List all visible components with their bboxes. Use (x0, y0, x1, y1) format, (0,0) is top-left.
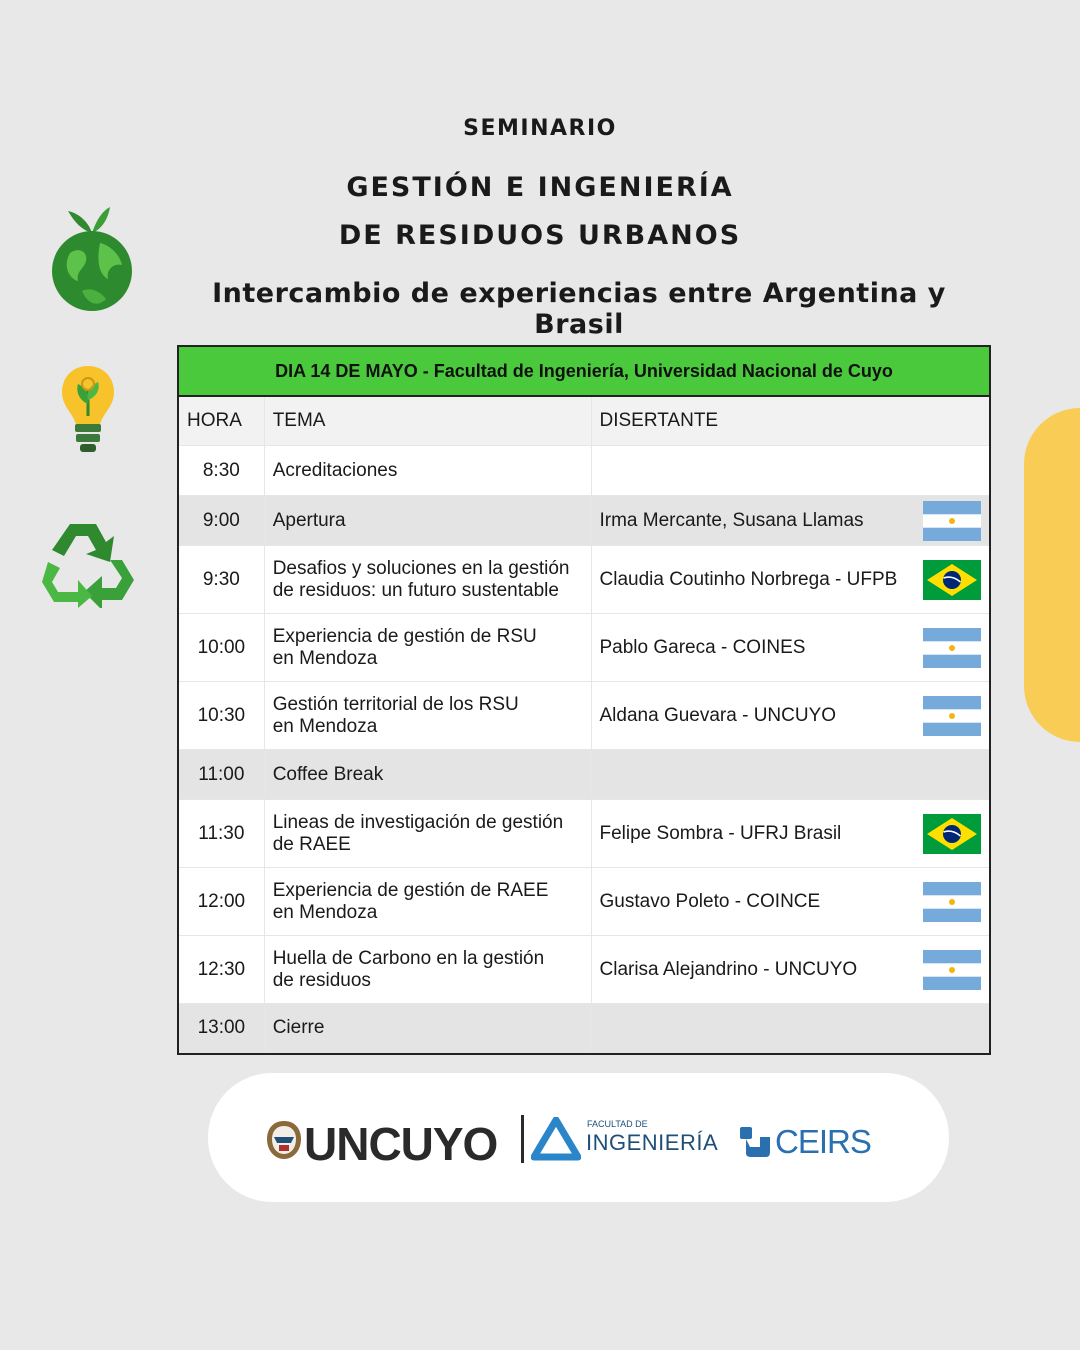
lightbulb-plant-icon (58, 364, 118, 456)
row-topic-line1: Acreditaciones (272, 459, 398, 481)
row-speaker (591, 446, 990, 496)
column-header-disertante: DISERTANTE (591, 396, 990, 446)
schedule-row (178, 936, 990, 1004)
schedule-row (178, 446, 990, 496)
event-subtitle: Intercambio de experiencias entre Argentina y Brasil (212, 278, 946, 340)
row-speaker (591, 936, 990, 1004)
schedule-row (178, 682, 990, 750)
event-title-line2: DE RESIDUOS URBANOS (338, 220, 742, 251)
sponsor-logos-bar (208, 1073, 949, 1202)
row-time: 12:00 (178, 868, 264, 936)
row-time: 12:30 (178, 936, 264, 1004)
uncuyo-logo: UNCUYO (304, 1118, 498, 1170)
row-speaker (591, 800, 990, 868)
row-topic-line2: en Mendoza (272, 647, 378, 669)
row-time: 13:00 (178, 1004, 264, 1054)
schedule-row (178, 546, 990, 614)
recycle-icon (40, 516, 134, 608)
argentina-flag-icon (923, 882, 981, 922)
row-speaker-name: Claudia Coutinho Norbrega - UFPB (599, 568, 898, 590)
schedule-table (177, 345, 991, 1055)
row-time: 10:00 (178, 614, 264, 682)
argentina-flag-icon (923, 950, 981, 990)
logo-separator (521, 1115, 524, 1163)
row-topic-line2: de residuos: un futuro sustentable (272, 579, 559, 601)
row-topic-line1: Apertura (272, 509, 346, 531)
row-time: 9:30 (178, 546, 264, 614)
row-time: 11:00 (178, 750, 264, 800)
schedule-row (178, 496, 990, 546)
schedule-banner: DIA 14 DE MAYO - Facultad de Ingeniería, Universidad Nacional de Cuyo (178, 346, 990, 396)
event-kicker: SEMINARIO (463, 116, 617, 141)
schedule-row (178, 868, 990, 936)
row-speaker-name: Gustavo Poleto - COINCE (599, 890, 821, 912)
row-speaker-name: Clarisa Alejandrino - UNCUYO (599, 958, 858, 980)
row-topic (264, 446, 591, 496)
globe-sprout-icon (48, 203, 136, 313)
ingenieria-triangle-icon (531, 1117, 581, 1161)
row-topic-line1: Desafios y soluciones en la gestión (272, 557, 570, 579)
row-speaker-name: Felipe Sombra - UFRJ Brasil (599, 822, 842, 844)
row-speaker (591, 750, 990, 800)
row-speaker (591, 868, 990, 936)
row-speaker (591, 546, 990, 614)
row-time: 9:00 (178, 496, 264, 546)
row-topic-line1: Lineas de investigación de gestión (272, 811, 564, 833)
row-topic (264, 868, 591, 936)
row-topic (264, 546, 591, 614)
row-speaker (591, 1004, 990, 1054)
row-time: 11:30 (178, 800, 264, 868)
row-speaker-name: Irma Mercante, Susana Llamas (599, 509, 864, 531)
row-topic (264, 682, 591, 750)
ingenieria-logo: INGENIERÍA (586, 1130, 719, 1155)
row-topic-line2: de RAEE (272, 833, 351, 855)
decorative-yellow-shape (1024, 408, 1080, 742)
brazil-flag-icon (923, 560, 981, 600)
row-topic (264, 1004, 591, 1054)
row-topic-line1: Gestión territorial de los RSU (272, 693, 519, 715)
ingenieria-logo-small: FACULTAD DE (587, 1119, 648, 1129)
row-topic-line2: de residuos (272, 969, 371, 991)
row-topic (264, 750, 591, 800)
row-speaker (591, 496, 990, 546)
row-topic-line1: Huella de Carbono en la gestión (272, 947, 545, 969)
schedule-row (178, 1004, 990, 1054)
row-topic-line1: Experiencia de gestión de RAEE (272, 879, 549, 901)
argentina-flag-icon (923, 628, 981, 668)
ceirs-mark-icon (738, 1125, 772, 1159)
row-speaker-name: Aldana Guevara - UNCUYO (599, 704, 837, 726)
row-topic-line2: en Mendoza (272, 715, 378, 737)
row-speaker (591, 614, 990, 682)
row-time: 8:30 (178, 446, 264, 496)
schedule-row (178, 614, 990, 682)
brazil-flag-icon (923, 814, 981, 854)
row-topic (264, 614, 591, 682)
schedule-row (178, 750, 990, 800)
column-header-hora: HORA (178, 396, 264, 446)
argentina-flag-icon (923, 501, 981, 541)
event-title-line1: GESTIÓN E INGENIERÍA (346, 172, 734, 203)
schedule-row (178, 800, 990, 868)
ceirs-logo: CEIRS (775, 1123, 871, 1160)
uncuyo-shield-icon (265, 1119, 303, 1161)
column-header-tema: TEMA (264, 396, 591, 446)
row-topic (264, 800, 591, 868)
argentina-flag-icon (923, 696, 981, 736)
row-topic (264, 936, 591, 1004)
row-topic-line2: en Mendoza (272, 901, 378, 923)
row-speaker-name: Pablo Gareca - COINES (599, 636, 806, 658)
row-topic-line1: Experiencia de gestión de RSU (272, 625, 537, 647)
row-speaker (591, 682, 990, 750)
row-topic-line1: Cierre (272, 1017, 325, 1039)
row-topic (264, 496, 591, 546)
row-time: 10:30 (178, 682, 264, 750)
row-topic-line1: Coffee Break (272, 763, 384, 785)
